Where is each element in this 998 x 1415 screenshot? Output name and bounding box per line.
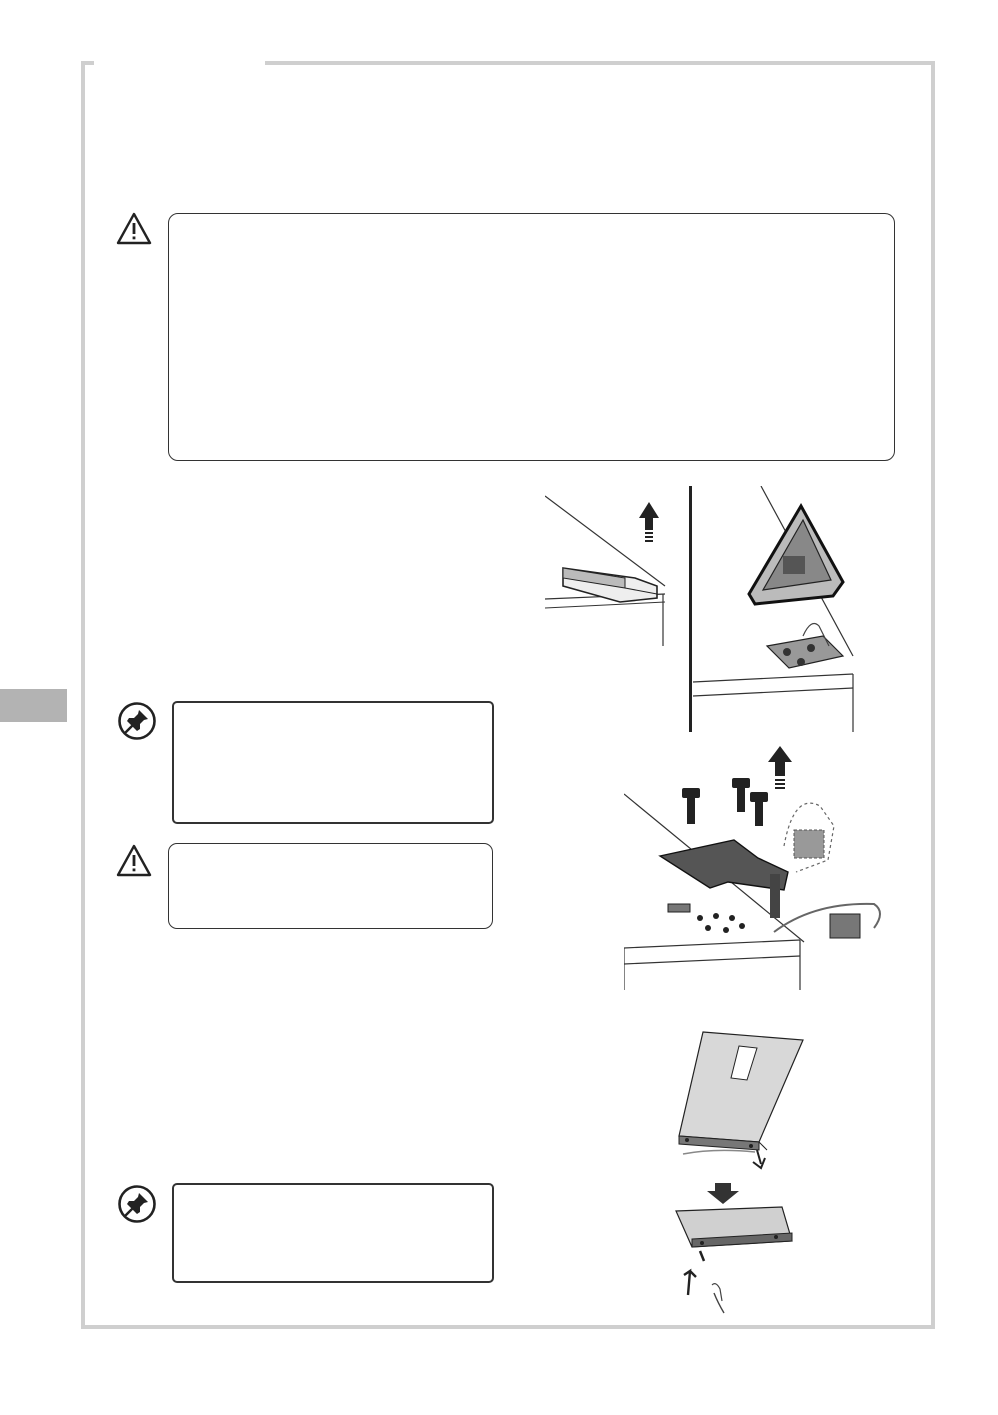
down-arrow-icon bbox=[706, 1183, 740, 1205]
note-box-2 bbox=[172, 1183, 494, 1283]
door-bottom-pin-refit-illustration bbox=[672, 1205, 797, 1315]
up-arrow-icon bbox=[639, 502, 659, 542]
page-frame-top bbox=[265, 61, 935, 65]
top-hinge-exposed-illustration bbox=[693, 486, 858, 732]
note-box-1 bbox=[172, 701, 494, 824]
page-frame-left bbox=[81, 61, 85, 1329]
warning-box-main bbox=[168, 213, 895, 461]
warning-triangle-icon bbox=[116, 844, 152, 878]
warning-triangle-icon bbox=[116, 212, 152, 246]
illustration-divider bbox=[689, 486, 692, 732]
pushpin-icon bbox=[117, 1184, 157, 1224]
page-frame-right bbox=[931, 61, 935, 1329]
hinge-screws-removal-illustration bbox=[624, 742, 894, 990]
hinge-cover-removal-illustration bbox=[545, 486, 670, 648]
pushpin-icon bbox=[117, 701, 157, 741]
section-side-tab bbox=[0, 689, 67, 722]
warning-box-2 bbox=[168, 843, 493, 929]
up-arrow-icon bbox=[768, 746, 792, 789]
page-frame-bottom bbox=[81, 1325, 935, 1329]
door-bottom-pin-removal-illustration bbox=[675, 1030, 810, 1170]
